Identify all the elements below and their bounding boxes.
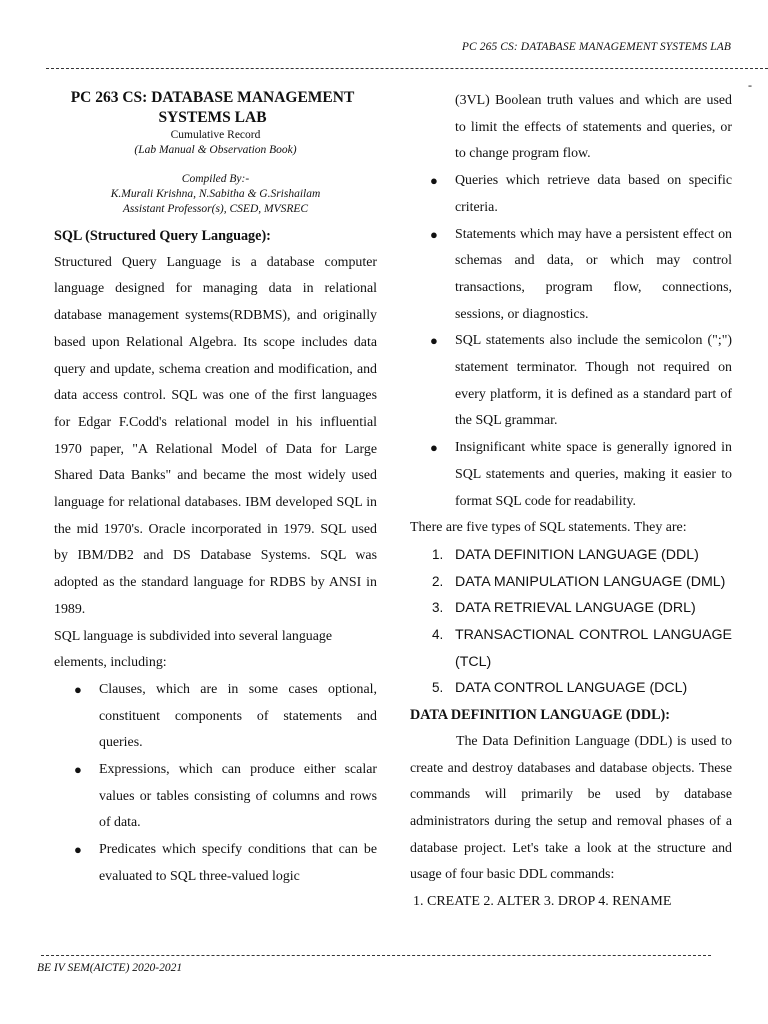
bullet-icon: ● — [430, 173, 438, 189]
bullet-icon: ● — [74, 842, 82, 858]
list-item: ● Expressions, which can produce either scalar values or tables consisting of columns and rows of data. — [54, 757, 377, 837]
subtitle: Cumulative Record — [170, 129, 261, 141]
statement-types-list — [410, 542, 732, 702]
affiliation: Assistant Professor(s), CSED, MVSREC — [122, 203, 309, 215]
list-number: 1. — [432, 546, 444, 562]
ddl-heading: DATA DEFINITION LANGUAGE (DDL): — [410, 707, 670, 724]
list-item: ● Predicates which specify conditions that can be evaluated to SQL three-valued logic — [54, 837, 377, 890]
statement-types-intro: There are five types of SQL statements. They are: — [410, 520, 687, 536]
list-item: 2. DATA MANIPULATION LANGUAGE (DML) — [410, 569, 732, 596]
running-header-title: PC 265 CS: DATABASE MANAGEMENT SYSTEMS LAB — [461, 41, 731, 53]
subtitle-2: (Lab Manual & Observation Book) — [134, 144, 297, 156]
sql-heading: SQL (Structured Query Language): — [54, 228, 271, 244]
footer-text: BE IV SEM(AICTE) 2020-2021 — [37, 962, 183, 974]
list-item: ● Statements which may have a persistent effect on schemas and data, or which may control transactions, program flow, connections, sessions, or diagnostics. — [410, 222, 732, 329]
ddl-commands: 1. CREATE 2. ALTER 3. DROP 4. RENAME — [413, 894, 672, 910]
header-mark: - — [748, 78, 752, 92]
footer-divider — [41, 955, 711, 956]
list-item-continuation: (3VL) Boolean truth values and which are used to limit the effects of statements and queries, or to change program flow. — [455, 93, 732, 162]
sql-intro-paragraph: Structured Query Language is a database computer language designed for managing data in relational database management systems(RDBMS), and originally based upon Relational Algebra. Its scope includes data query and update, schema creation and modification, and data access control. SQL was one of the first languages for Edgar F.Codd's relational model in his influential 1970 paper, "A Relational Model of Data for Large Shared Data Banks" and became the most widely used language for relational databases. IBM developed SQL in the mid 1970's. Oracle incorporated in 1979. SQL used by IBM/DB2 and DS Database Systems. SQL was adopted as the standard language for RDBS by ANSI in 1989. — [54, 254, 377, 617]
list-item: 5. DATA CONTROL LANGUAGE (DCL) — [410, 675, 732, 702]
authors: K.Murali Krishna, N.Sabitha & G.Srishailam — [110, 188, 321, 200]
language-elements-intro: SQL language is subdivided into several language elements, including: — [54, 628, 333, 671]
bullet-icon: ● — [74, 681, 82, 697]
bullet-icon: ● — [430, 226, 438, 242]
bullet-icon: ● — [74, 762, 82, 778]
compiled-by: Compiled By:- — [181, 173, 250, 185]
list-item: ● SQL statements also include the semicolon (";") statement terminator. Though not required on every platform, it is defined as a standard part of the SQL grammar. — [410, 328, 732, 435]
list-number: 2. — [432, 573, 444, 589]
list-item: ● Clauses, which are in some cases optional, constituent components of statements and queries. — [54, 677, 377, 757]
continued-list — [410, 88, 732, 515]
list-number: 4. — [432, 627, 444, 643]
title-line-1: PC 263 CS: DATABASE MANAGEMENT — [70, 89, 355, 106]
header-divider — [46, 68, 768, 69]
ddl-paragraph: The Data Definition Language (DDL) is used to create and destroy databases and database objects. These commands will primarily be used by database administrators during the setup and removal phases of a database project. Let's take a look at the structure and usage of four basic DDL commands: — [410, 733, 732, 883]
left-column — [54, 88, 377, 891]
list-item: 4. TRANSACTIONAL CONTROL LANGUAGE (TCL) — [410, 622, 732, 675]
document-title — [50, 88, 377, 128]
list-number: 3. — [432, 600, 444, 616]
bullet-icon: ● — [430, 333, 438, 349]
list-item: 1. DATA DEFINITION LANGUAGE (DDL) — [410, 542, 732, 569]
list-item: ● Insignificant white space is generally ignored in SQL statements and queries, making it easier to format SQL code for readability. — [410, 435, 732, 515]
language-elements-list — [54, 677, 377, 891]
title-line-2: SYSTEMS LAB — [158, 109, 267, 126]
list-item: 3. DATA RETRIEVAL LANGUAGE (DRL) — [410, 595, 732, 622]
list-number: 5. — [432, 680, 444, 696]
list-item: ● Queries which retrieve data based on specific criteria. — [410, 168, 732, 221]
bullet-icon: ● — [430, 440, 438, 456]
right-column — [410, 88, 732, 916]
